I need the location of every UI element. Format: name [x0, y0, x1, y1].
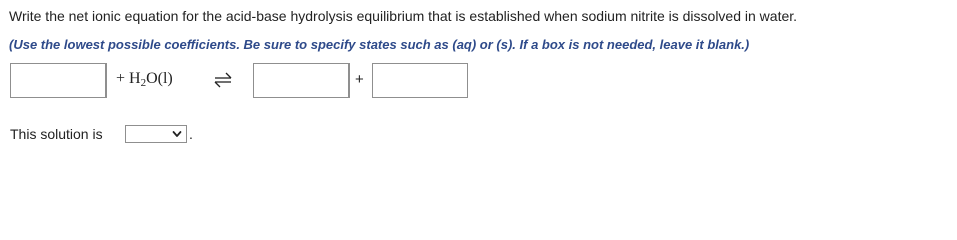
reactant-input[interactable]: [11, 64, 105, 97]
water-rest: O(l): [146, 70, 173, 87]
water-h: H: [129, 70, 141, 87]
product-input-2[interactable]: [373, 64, 467, 97]
reactant-input-box[interactable]: [10, 63, 106, 98]
instructions-text: (Use the lowest possible coefficients. Be sure to specify states such as (aq) or (s). If a box is not needed, leave it blank.): [9, 37, 750, 52]
plus-sign-products: +: [355, 71, 364, 88]
solution-period: .: [189, 126, 193, 142]
chevron-down-icon[interactable]: [172, 128, 182, 140]
box-divider: [349, 63, 350, 98]
product-input-box-2[interactable]: [372, 63, 468, 98]
equilibrium-arrows-icon: [213, 71, 233, 89]
solution-type-select[interactable]: [125, 125, 187, 143]
water-term: [116, 68, 173, 94]
box-divider: [106, 63, 107, 98]
solution-label: This solution is: [10, 126, 103, 142]
plus-sign-reactants: +: [116, 70, 126, 87]
question-text: Write the net ionic equation for the acid-base hydrolysis equilibrium that is established when sodium nitrite is dissolved in water.: [9, 8, 798, 24]
water-subscript: 2: [140, 77, 147, 89]
product-input-1[interactable]: [254, 64, 348, 97]
product-input-box-1[interactable]: [253, 63, 349, 98]
